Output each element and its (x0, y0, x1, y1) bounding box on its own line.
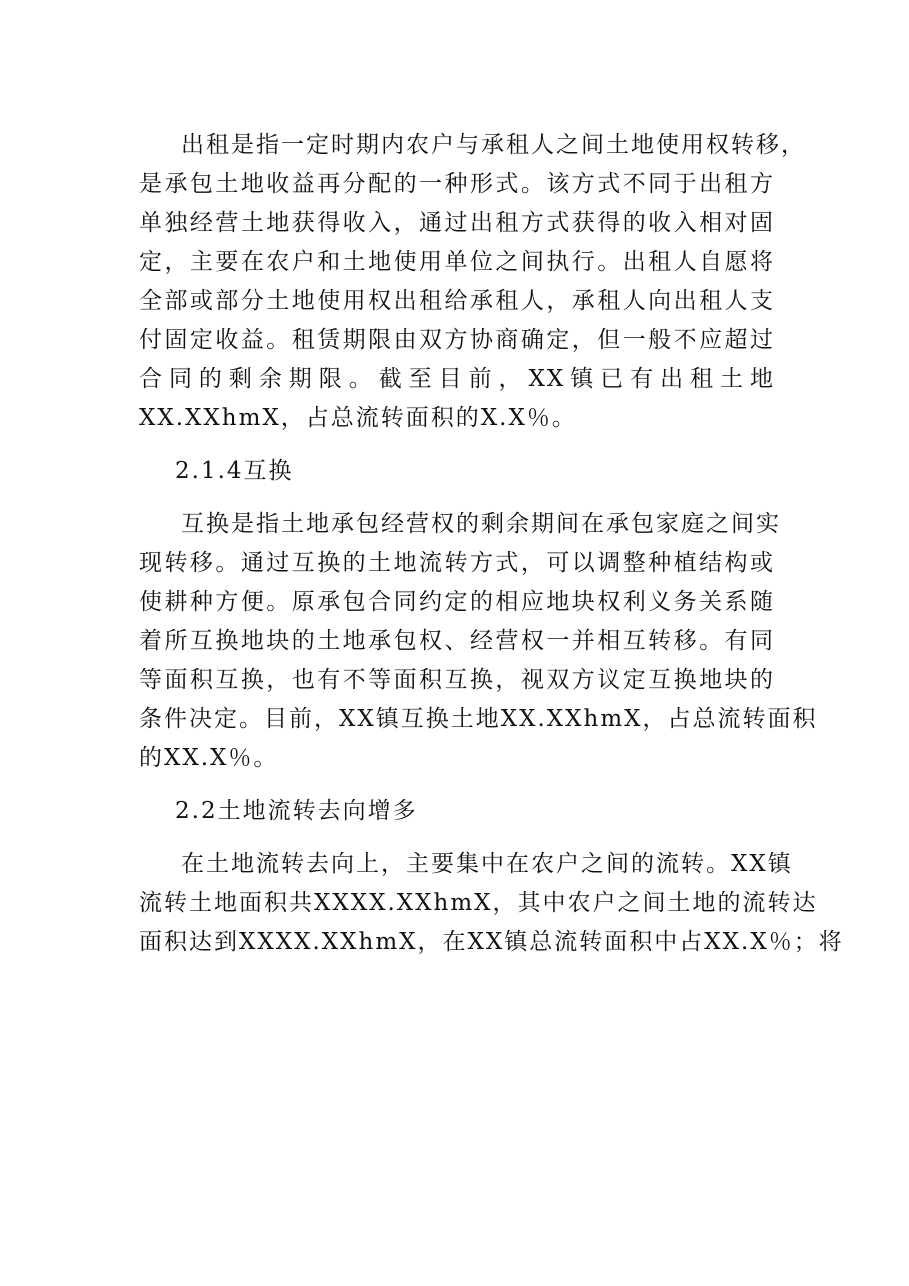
text-line: XX.XXhmX，占总流转面积的X.X％。 (139, 405, 577, 431)
paragraph-exchange (139, 505, 818, 778)
section-heading-exchange: 2.1.4互换 (175, 458, 294, 484)
text-line: 是承包土地收益再分配的一种形式。该方式不同于出租方 (139, 171, 775, 197)
text-line: 现转移。通过互换的土地流转方式，可以调整种植结构或 (139, 550, 775, 576)
text-line: 付固定收益。租赁期限由双方协商确定，但一般不应超过 (139, 327, 775, 353)
text-line: 使耕种方便。原承包合同约定的相应地块权利义务关系随 (139, 589, 775, 615)
text-line: 定，主要在农户和土地使用单位之间执行。出租人自愿将 (139, 249, 775, 275)
text-line: 流转土地面积共XXXX.XXhmX，其中农户之间土地的流转达 (139, 890, 818, 916)
text-line: 面积达到XXXX.XXhmX，在XX镇总流转面积中占XX.X％；将 (139, 929, 844, 955)
text-line: 的XX.X％。 (139, 745, 279, 771)
text-line: 全部或部分土地使用权出租给承租人，承租人向出租人支 (139, 288, 775, 314)
paragraph-lease (139, 126, 806, 438)
text-line: 着所互换地块的土地承包权、经营权一并相互转移。有同 (139, 628, 775, 654)
text-line: 在土地流转去向上，主要集中在农户之间的流转。XX镇 (181, 851, 793, 877)
text-line: 出租是指一定时期内农户与承租人之间土地使用权转移， (181, 132, 806, 158)
document-body (139, 126, 844, 962)
text-line: 等面积互换，也有不等面积互换，视双方议定互换地块的 (139, 667, 775, 693)
paragraph-destination (139, 845, 844, 962)
text-line: 合同的剩余期限。截至目前，XX镇已有出租土地 (139, 366, 775, 392)
text-line: 条件决定。目前，XX镇互换土地XX.XXhmX，占总流转面积 (139, 706, 818, 732)
text-line: 互换是指土地承包经营权的剩余期间在承包家庭之间实 (181, 511, 781, 537)
section-heading-destination: 2.2土地流转去向增多 (175, 798, 418, 824)
text-line: 单独经营土地获得收入，通过出租方式获得的收入相对固 (139, 210, 775, 236)
